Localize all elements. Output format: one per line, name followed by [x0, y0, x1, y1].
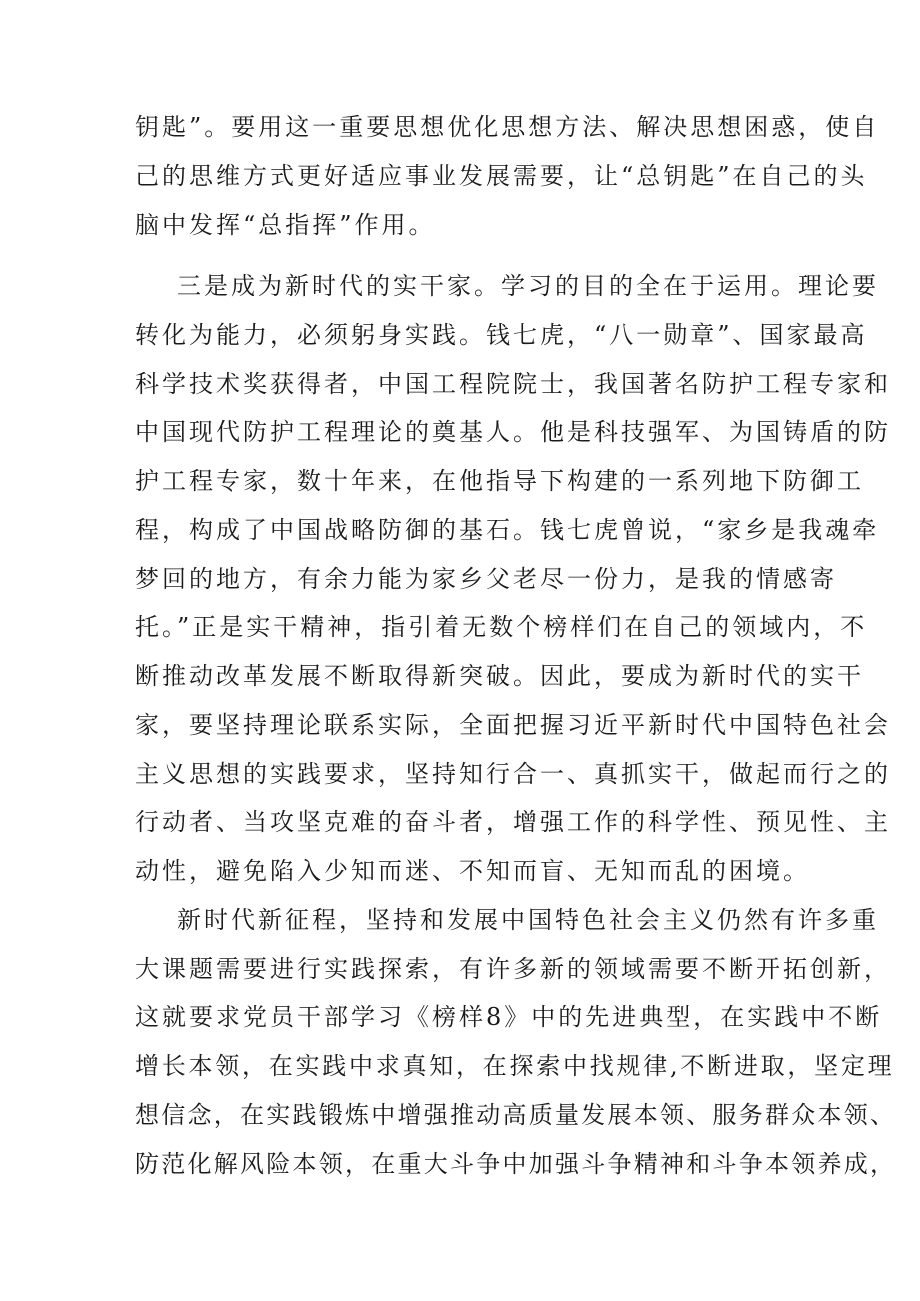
text-line: 梦回的地方，有余力能为家乡父老尽一份力，是我的情感寄	[135, 565, 837, 593]
text-line: 脑中发挥“总指挥”作用。	[135, 211, 436, 239]
text-line: 中国现代防护工程理论的奠基人。他是科技强军、为国铸盾的防	[135, 418, 891, 446]
text-line: 钥匙”。要用这一重要思想优化思想方法、解决思想困惑，使自	[135, 113, 880, 141]
text-line: 新时代新征程，坚持和发展中国特色社会主义仍然有许多重	[177, 906, 879, 934]
text-line: 托。”正是实干精神，指引着无数个榜样们在自己的领域内，不	[135, 613, 868, 641]
text-line: 主义思想的实践要求，坚持知行合一、真抓实干，做起而行之的	[135, 760, 891, 788]
text-line: 防范化解风险本领，在重大斗争中加强斗争精神和斗争本领养成，	[135, 1150, 897, 1178]
text-line: 己的思维方式更好适应事业发展需要，让“总钥匙”在自己的头	[135, 162, 868, 190]
text-line: 家，要坚持理论联系实际，全面把握习近平新时代中国特色社会	[135, 711, 891, 739]
text-line: 增长本领，在实践中求真知，在探索中找规律,不断进取，坚定理	[135, 1052, 895, 1080]
text-line: 转化为能力，必须躬身实践。钱七虎，“八一勋章”、国家最高	[135, 321, 868, 349]
text-line: 这就要求党员干部学习《榜样8》中的先进典型，在实践中不断	[135, 1003, 883, 1031]
text-line: 护工程专家，数十年来，在他指导下构建的一系列地下防御工	[135, 467, 864, 495]
text-line: 行动者、当攻坚克难的奋斗者，增强工作的科学性、预见性、主	[135, 808, 891, 836]
text-line: 科学技术奖获得者，中国工程院院士，我国著名防护工程专家和	[135, 370, 891, 398]
text-line: 断推动改革发展不断取得新突破。因此，要成为新时代的实干	[135, 662, 864, 690]
text-line: 想信念，在实践锻炼中增强推动高质量发展本领、服务群众本领、	[135, 1101, 897, 1129]
text-line: 三是成为新时代的实干家。学习的目的全在于运用。理论要	[177, 272, 879, 300]
text-line: 程，构成了中国战略防御的基石。钱七虎曾说，“家乡是我魂牵	[135, 516, 880, 544]
text-line: 动性，避免陷入少知而迷、不知而盲、无知而乱的困境。	[135, 857, 810, 885]
text-line: 大课题需要进行实践探索，有许多新的领域需要不断开拓创新，	[135, 955, 891, 983]
